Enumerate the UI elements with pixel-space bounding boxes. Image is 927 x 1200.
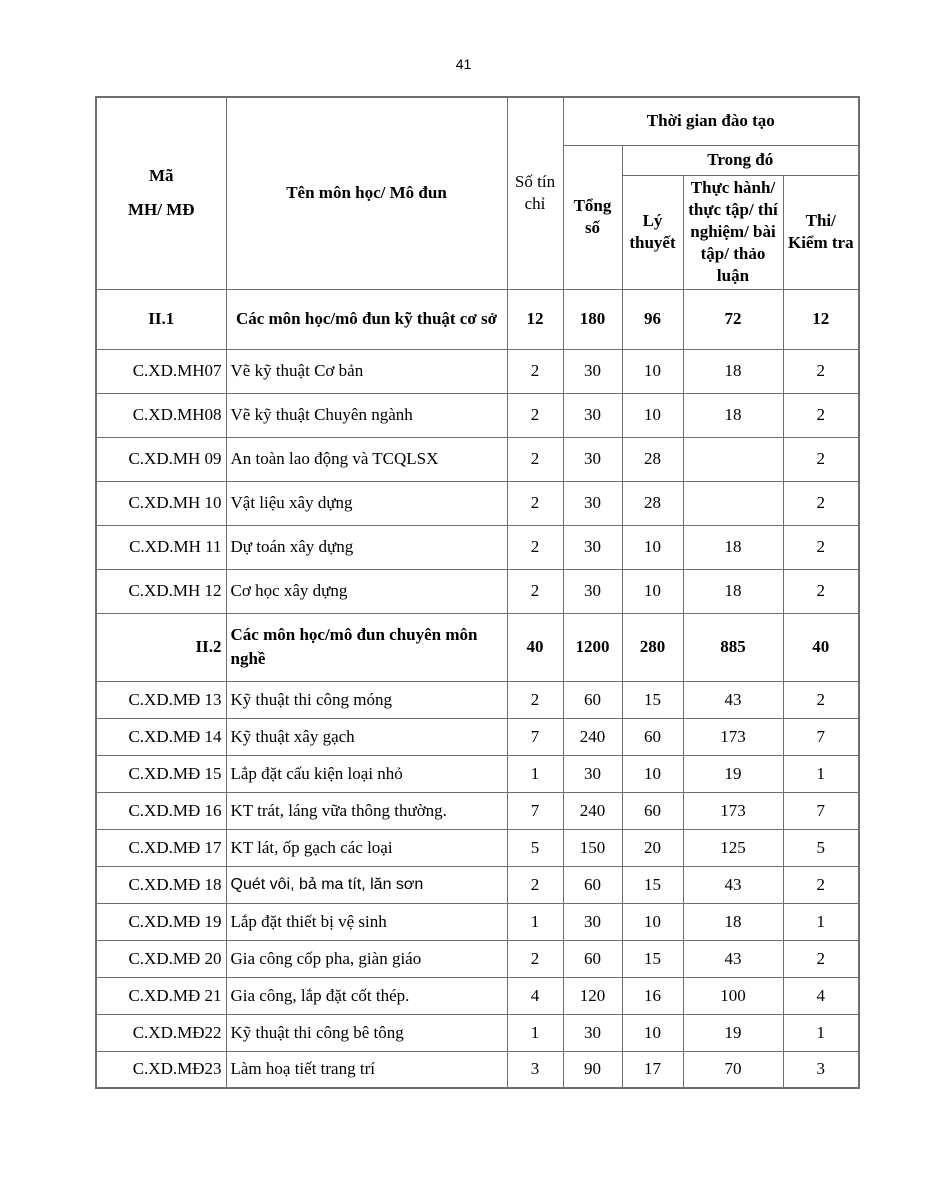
row-theory: 16	[622, 977, 683, 1014]
row-name: Gia công, lắp đặt cốt thép.	[226, 977, 507, 1014]
row-practice: 18	[683, 903, 783, 940]
row-total: 150	[563, 829, 622, 866]
section-total: 180	[563, 289, 622, 349]
header-total: Tổng số	[563, 145, 622, 289]
row-practice	[683, 481, 783, 525]
section-practice: 885	[683, 613, 783, 681]
row-theory: 10	[622, 569, 683, 613]
row-credits: 1	[507, 903, 563, 940]
row-credits: 7	[507, 718, 563, 755]
row-credits: 1	[507, 755, 563, 792]
row-code: C.XD.MĐ 16	[96, 792, 226, 829]
row-name: Gia công cốp pha, giàn giáo	[226, 940, 507, 977]
table-row	[96, 755, 859, 792]
header-code: Mã MH/ MĐ	[96, 97, 226, 289]
table-row	[96, 569, 859, 613]
row-credits: 7	[507, 792, 563, 829]
row-name: Làm hoạ tiết trang trí	[226, 1051, 507, 1088]
row-theory: 17	[622, 1051, 683, 1088]
row-code: C.XD.MĐ 20	[96, 940, 226, 977]
table-row	[96, 1051, 859, 1088]
row-code: C.XD.MĐ 15	[96, 755, 226, 792]
row-code: C.XD.MĐ 14	[96, 718, 226, 755]
row-exam: 1	[783, 1014, 859, 1051]
row-practice: 19	[683, 755, 783, 792]
row-total: 30	[563, 1014, 622, 1051]
row-code: C.XD.MĐ22	[96, 1014, 226, 1051]
row-name: Quét vôi, bả ma tít, lăn sơn	[226, 866, 507, 903]
row-practice: 18	[683, 349, 783, 393]
row-total: 30	[563, 393, 622, 437]
section-exam: 12	[783, 289, 859, 349]
table-row	[96, 792, 859, 829]
row-code: C.XD.MĐ 13	[96, 681, 226, 718]
row-practice: 43	[683, 866, 783, 903]
row-exam: 2	[783, 681, 859, 718]
row-name: Kỹ thuật xây gạch	[226, 718, 507, 755]
row-exam: 2	[783, 525, 859, 569]
row-total: 30	[563, 569, 622, 613]
row-exam: 2	[783, 940, 859, 977]
header-training-time: Thời gian đào tạo	[563, 97, 859, 145]
section-total: 1200	[563, 613, 622, 681]
row-credits: 2	[507, 866, 563, 903]
header-credits: Số tín chỉ	[507, 97, 563, 289]
row-total: 30	[563, 525, 622, 569]
row-practice: 43	[683, 681, 783, 718]
table-row	[96, 903, 859, 940]
table-row	[96, 481, 859, 525]
row-practice: 125	[683, 829, 783, 866]
row-theory: 60	[622, 718, 683, 755]
row-total: 120	[563, 977, 622, 1014]
row-exam: 2	[783, 569, 859, 613]
section-practice: 72	[683, 289, 783, 349]
row-total: 30	[563, 903, 622, 940]
section-row	[96, 289, 859, 349]
row-code: C.XD.MH 09	[96, 437, 226, 481]
row-code: C.XD.MĐ 17	[96, 829, 226, 866]
row-theory: 10	[622, 755, 683, 792]
section-credits: 40	[507, 613, 563, 681]
row-theory: 15	[622, 940, 683, 977]
row-practice: 100	[683, 977, 783, 1014]
row-theory: 10	[622, 903, 683, 940]
row-code: C.XD.MH08	[96, 393, 226, 437]
row-exam: 2	[783, 437, 859, 481]
row-total: 60	[563, 940, 622, 977]
section-name: Các môn học/mô đun kỹ thuật cơ sở	[226, 289, 507, 349]
row-name: Kỹ thuật thi công móng	[226, 681, 507, 718]
row-total: 240	[563, 792, 622, 829]
row-exam: 2	[783, 393, 859, 437]
section-code: II.2	[96, 613, 226, 681]
row-name: Vật liệu xây dựng	[226, 481, 507, 525]
table-row	[96, 393, 859, 437]
row-practice: 18	[683, 525, 783, 569]
row-practice: 18	[683, 393, 783, 437]
row-name: Kỹ thuật thi công bê tông	[226, 1014, 507, 1051]
table-row	[96, 977, 859, 1014]
row-name: Vẽ kỹ thuật Chuyên ngành	[226, 393, 507, 437]
table-row	[96, 1014, 859, 1051]
row-code: C.XD.MĐ 19	[96, 903, 226, 940]
row-credits: 5	[507, 829, 563, 866]
table-row	[96, 349, 859, 393]
row-code: C.XD.MH 11	[96, 525, 226, 569]
row-practice: 173	[683, 792, 783, 829]
row-total: 30	[563, 755, 622, 792]
row-practice: 70	[683, 1051, 783, 1088]
row-practice	[683, 437, 783, 481]
row-total: 60	[563, 866, 622, 903]
table-row	[96, 866, 859, 903]
row-exam: 2	[783, 481, 859, 525]
row-code: C.XD.MĐ 18	[96, 866, 226, 903]
section-row	[96, 613, 859, 681]
row-theory: 10	[622, 393, 683, 437]
row-code: C.XD.MĐ 21	[96, 977, 226, 1014]
table-row	[96, 829, 859, 866]
row-theory: 15	[622, 681, 683, 718]
curriculum-table	[95, 96, 860, 1089]
row-name: KT trát, láng vữa thông thường.	[226, 792, 507, 829]
row-total: 30	[563, 349, 622, 393]
section-credits: 12	[507, 289, 563, 349]
row-credits: 2	[507, 437, 563, 481]
table-row	[96, 718, 859, 755]
row-total: 240	[563, 718, 622, 755]
section-code: II.1	[96, 289, 226, 349]
row-practice: 19	[683, 1014, 783, 1051]
row-credits: 4	[507, 977, 563, 1014]
row-credits: 3	[507, 1051, 563, 1088]
row-credits: 2	[507, 481, 563, 525]
row-theory: 10	[622, 349, 683, 393]
row-theory: 10	[622, 525, 683, 569]
section-exam: 40	[783, 613, 859, 681]
row-code: C.XD.MH 12	[96, 569, 226, 613]
row-theory: 10	[622, 1014, 683, 1051]
row-name: Lắp đặt cấu kiện loại nhỏ	[226, 755, 507, 792]
row-theory: 20	[622, 829, 683, 866]
section-theory: 280	[622, 613, 683, 681]
row-name: Vẽ kỹ thuật Cơ bản	[226, 349, 507, 393]
row-exam: 7	[783, 718, 859, 755]
row-code: C.XD.MĐ23	[96, 1051, 226, 1088]
row-name: Dự toán xây dựng	[226, 525, 507, 569]
row-name: Lắp đặt thiết bị vệ sinh	[226, 903, 507, 940]
row-exam: 4	[783, 977, 859, 1014]
header-exam: Thi/ Kiểm tra	[783, 175, 859, 289]
row-theory: 28	[622, 437, 683, 481]
row-theory: 15	[622, 866, 683, 903]
table-row	[96, 940, 859, 977]
table-row	[96, 525, 859, 569]
row-total: 30	[563, 437, 622, 481]
section-theory: 96	[622, 289, 683, 349]
row-exam: 1	[783, 755, 859, 792]
row-credits: 2	[507, 525, 563, 569]
table-row	[96, 437, 859, 481]
row-credits: 2	[507, 569, 563, 613]
row-total: 90	[563, 1051, 622, 1088]
row-exam: 1	[783, 903, 859, 940]
row-credits: 2	[507, 681, 563, 718]
row-exam: 2	[783, 866, 859, 903]
page-number: 41	[455, 56, 472, 72]
row-practice: 43	[683, 940, 783, 977]
row-name: Cơ học xây dựng	[226, 569, 507, 613]
row-name: KT lát, ốp gạch các loại	[226, 829, 507, 866]
row-name: An toàn lao động và TCQLSX	[226, 437, 507, 481]
row-total: 30	[563, 481, 622, 525]
row-credits: 2	[507, 940, 563, 977]
row-exam: 2	[783, 349, 859, 393]
row-code: C.XD.MH07	[96, 349, 226, 393]
row-total: 60	[563, 681, 622, 718]
row-exam: 3	[783, 1051, 859, 1088]
header-theory: Lý thuyết	[622, 175, 683, 289]
row-theory: 60	[622, 792, 683, 829]
row-theory: 28	[622, 481, 683, 525]
header-of-which: Trong đó	[622, 145, 859, 175]
table-row	[96, 681, 859, 718]
header-name: Tên môn học/ Mô đun	[226, 97, 507, 289]
row-practice: 18	[683, 569, 783, 613]
row-exam: 7	[783, 792, 859, 829]
row-exam: 5	[783, 829, 859, 866]
row-credits: 2	[507, 393, 563, 437]
row-credits: 1	[507, 1014, 563, 1051]
section-name: Các môn học/mô đun chuyên môn nghề	[226, 613, 507, 681]
row-practice: 173	[683, 718, 783, 755]
row-credits: 2	[507, 349, 563, 393]
header-practice: Thực hành/ thực tập/ thí nghiệm/ bài tập/ thảo luận	[683, 175, 783, 289]
row-code: C.XD.MH 10	[96, 481, 226, 525]
